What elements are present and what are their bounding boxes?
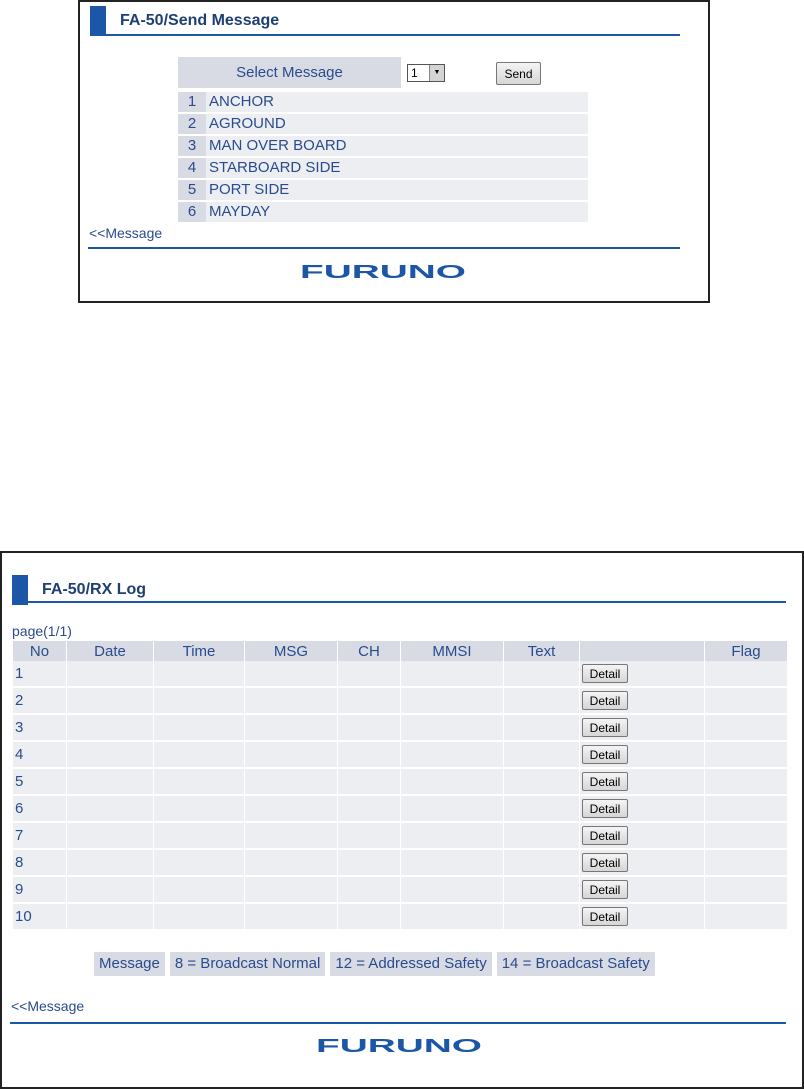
cell-text: [504, 661, 579, 688]
cell-text: [504, 769, 579, 796]
cell-text: [504, 877, 579, 904]
message-legend: [94, 952, 660, 976]
message-select-value: 1: [411, 65, 418, 80]
cell-mmsi: [401, 769, 503, 796]
column-header-msg: MSG: [245, 641, 337, 661]
cell-date: [67, 769, 153, 796]
furuno-logo: [298, 264, 468, 280]
cell-time: [154, 904, 244, 931]
cell-msg: [245, 904, 337, 931]
list-item-number: 2: [178, 114, 206, 134]
legend-item: 12 = Addressed Safety: [330, 952, 491, 976]
cell-mmsi: [401, 850, 503, 877]
cell-ch: [338, 742, 400, 769]
detail-button[interactable]: Detail: [582, 664, 628, 683]
table-header: [13, 641, 787, 661]
column-header-ch: CH: [338, 641, 400, 661]
list-item: [178, 202, 588, 222]
cell-flag: [705, 796, 787, 823]
table-row: [13, 688, 787, 715]
cell-no: 5: [13, 769, 66, 796]
detail-button[interactable]: Detail: [582, 907, 628, 926]
furuno-logo: [314, 1038, 484, 1054]
column-header-flag: Flag: [705, 641, 787, 661]
cell-msg: [245, 877, 337, 904]
cell-flag: [705, 877, 787, 904]
table-row: [13, 823, 787, 850]
column-header-detail: [580, 641, 704, 661]
detail-button[interactable]: Detail: [582, 799, 628, 818]
detail-button[interactable]: Detail: [582, 772, 628, 791]
cell-no: 4: [13, 742, 66, 769]
cell-flag: [705, 715, 787, 742]
cell-msg: [245, 850, 337, 877]
detail-button[interactable]: Detail: [582, 718, 628, 737]
legend-item: Message: [94, 952, 165, 976]
title-underline: [90, 34, 680, 36]
cell-msg: [245, 796, 337, 823]
rx-log-table: [12, 641, 788, 931]
message-select[interactable]: [407, 64, 445, 82]
rx-log-panel: [0, 551, 804, 1089]
page-indicator: page(1/1): [12, 623, 72, 639]
detail-button[interactable]: Detail: [582, 880, 628, 899]
cell-flag: [705, 661, 787, 688]
cell-time: [154, 850, 244, 877]
list-item: [178, 158, 588, 178]
cell-ch: [338, 796, 400, 823]
cell-no: 1: [13, 661, 66, 688]
title-underline: [12, 601, 786, 603]
back-to-message-link[interactable]: <<Message: [89, 225, 163, 241]
list-item: [178, 92, 588, 112]
cell-no: 6: [13, 796, 66, 823]
list-item-text: MAN OVER BOARD: [209, 137, 347, 154]
column-header-no: No: [13, 641, 66, 661]
column-header-text: Text: [504, 641, 579, 661]
cell-flag: [705, 742, 787, 769]
cell-detail: [580, 877, 704, 904]
cell-ch: [338, 688, 400, 715]
list-item: [178, 114, 588, 134]
list-item: [178, 180, 588, 200]
cell-no: 10: [13, 904, 66, 931]
list-item-number: 3: [178, 136, 206, 156]
chevron-down-icon[interactable]: ▼: [429, 65, 444, 81]
furuno-logo-text: FURUNO: [316, 1038, 482, 1054]
cell-time: [154, 796, 244, 823]
cell-detail: [580, 742, 704, 769]
cell-time: [154, 742, 244, 769]
table-row: [13, 715, 787, 742]
table-row: [13, 661, 787, 688]
message-list: [178, 92, 588, 224]
cell-ch: [338, 715, 400, 742]
cell-text: [504, 904, 579, 931]
detail-button[interactable]: Detail: [582, 691, 628, 710]
cell-detail: [580, 796, 704, 823]
cell-ch: [338, 904, 400, 931]
back-to-message-link[interactable]: <<Message: [11, 998, 85, 1014]
send-button[interactable]: Send: [496, 62, 541, 85]
list-item-text: ANCHOR: [209, 93, 275, 110]
cell-time: [154, 823, 244, 850]
table-row: [13, 796, 787, 823]
table-row: [13, 877, 787, 904]
cell-mmsi: [401, 742, 503, 769]
cell-mmsi: [401, 661, 503, 688]
cell-time: [154, 688, 244, 715]
list-item-text: MAYDAY: [209, 203, 271, 220]
cell-msg: [245, 688, 337, 715]
cell-mmsi: [401, 796, 503, 823]
cell-detail: [580, 688, 704, 715]
list-item-number: 5: [178, 180, 206, 200]
cell-time: [154, 661, 244, 688]
send-title-bar: [90, 6, 279, 36]
list-item-number: 6: [178, 202, 206, 222]
cell-ch: [338, 661, 400, 688]
cell-text: [504, 688, 579, 715]
cell-flag: [705, 850, 787, 877]
list-item-text: PORT SIDE: [209, 181, 290, 198]
cell-date: [67, 661, 153, 688]
cell-time: [154, 877, 244, 904]
table-row: [13, 769, 787, 796]
cell-detail: [580, 823, 704, 850]
detail-button[interactable]: Detail: [582, 826, 628, 845]
page-title: FA-50/Send Message: [120, 12, 280, 29]
cell-text: [504, 715, 579, 742]
cell-text: [504, 850, 579, 877]
column-header-time: Time: [154, 641, 244, 661]
cell-no: 3: [13, 715, 66, 742]
cell-detail: [580, 850, 704, 877]
select-message-row: [178, 57, 445, 88]
cell-detail: [580, 904, 704, 931]
cell-flag: [705, 823, 787, 850]
page-title: FA-50/RX Log: [42, 581, 147, 598]
cell-ch: [338, 850, 400, 877]
cell-ch: [338, 823, 400, 850]
cell-date: [67, 742, 153, 769]
column-header-mmsi: MMSI: [401, 641, 503, 661]
cell-msg: [245, 661, 337, 688]
legend-item: 14 = Broadcast Safety: [497, 952, 655, 976]
cell-mmsi: [401, 823, 503, 850]
send-message-panel: [78, 0, 710, 303]
cell-mmsi: [401, 688, 503, 715]
cell-text: [504, 796, 579, 823]
table-body: [13, 661, 787, 931]
column-header-date: Date: [67, 641, 153, 661]
cell-date: [67, 715, 153, 742]
cell-detail: [580, 661, 704, 688]
cell-date: [67, 688, 153, 715]
cell-no: 7: [13, 823, 66, 850]
cell-detail: [580, 715, 704, 742]
cell-date: [67, 796, 153, 823]
list-item-text: STARBOARD SIDE: [209, 159, 341, 176]
cell-detail: [580, 769, 704, 796]
list-item-text: AGROUND: [209, 115, 286, 132]
cell-flag: [705, 904, 787, 931]
table-row: [13, 904, 787, 931]
cell-mmsi: [401, 877, 503, 904]
cell-mmsi: [401, 715, 503, 742]
cell-date: [67, 877, 153, 904]
footer-rule: [10, 1022, 786, 1024]
footer-rule: [88, 247, 680, 249]
title-marker: [90, 6, 106, 36]
cell-ch: [338, 877, 400, 904]
cell-text: [504, 742, 579, 769]
cell-date: [67, 823, 153, 850]
cell-time: [154, 715, 244, 742]
list-item-number: 4: [178, 158, 206, 178]
table-row: [13, 850, 787, 877]
cell-no: 8: [13, 850, 66, 877]
cell-time: [154, 769, 244, 796]
cell-flag: [705, 769, 787, 796]
cell-msg: [245, 823, 337, 850]
cell-text: [504, 823, 579, 850]
cell-ch: [338, 769, 400, 796]
detail-button[interactable]: Detail: [582, 745, 628, 764]
cell-msg: [245, 769, 337, 796]
list-item: [178, 136, 588, 156]
cell-msg: [245, 742, 337, 769]
furuno-logo-text: FURUNO: [300, 264, 466, 280]
cell-no: 2: [13, 688, 66, 715]
legend-item: 8 = Broadcast Normal: [170, 952, 325, 976]
cell-no: 9: [13, 877, 66, 904]
detail-button[interactable]: Detail: [582, 853, 628, 872]
list-item-number: 1: [178, 92, 206, 112]
cell-mmsi: [401, 904, 503, 931]
cell-date: [67, 904, 153, 931]
cell-date: [67, 850, 153, 877]
cell-msg: [245, 715, 337, 742]
select-message-label: Select Message: [178, 57, 401, 88]
table-row: [13, 742, 787, 769]
cell-flag: [705, 688, 787, 715]
